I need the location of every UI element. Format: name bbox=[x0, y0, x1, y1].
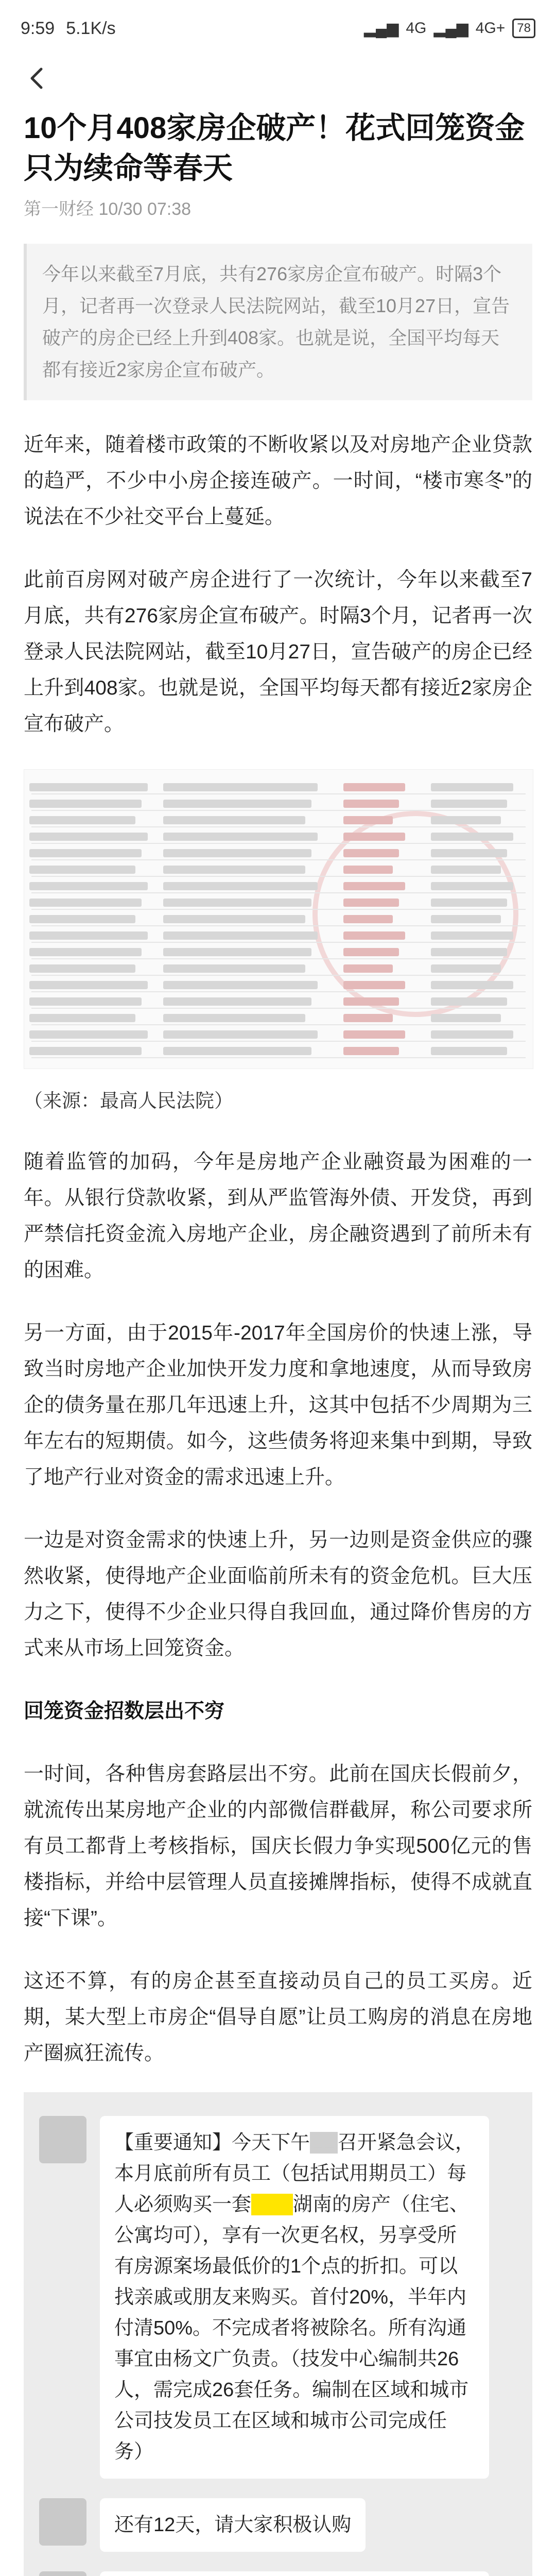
listing-cell bbox=[343, 800, 399, 808]
listing-row-divider bbox=[31, 991, 526, 992]
article-summary: 今年以来截至7月底，共有276家房企宣布破产。时隔3个月，记者再一次登录人民法院网站，截至10月27日，宣告破产的房企已经上升到408家。也就是说，全国平均每天都有接近2家房企宣布破产。 bbox=[24, 244, 532, 400]
listing-cell bbox=[431, 833, 513, 841]
section-heading: 回笼资金招数层出不穷 bbox=[24, 1700, 225, 1722]
signal-label-1: 4G bbox=[406, 20, 427, 37]
listing-cell bbox=[29, 816, 135, 824]
chat-message bbox=[24, 2116, 532, 2479]
listing-cell bbox=[29, 866, 135, 874]
listing-row-divider bbox=[31, 876, 526, 877]
signal-icon: ▂▄▆ bbox=[363, 20, 399, 37]
listing-row-divider bbox=[31, 1008, 526, 1009]
listing-row-divider bbox=[31, 843, 526, 844]
listing-cell bbox=[29, 915, 135, 923]
listing-cell bbox=[29, 1030, 148, 1039]
listing-row-divider bbox=[31, 1057, 526, 1058]
chat-text: 【重要通知】今天下午 bbox=[114, 2132, 310, 2154]
listing-cell bbox=[343, 899, 399, 907]
listing-row-divider bbox=[31, 859, 526, 860]
status-bar bbox=[0, 0, 556, 57]
listing-cell bbox=[343, 1047, 399, 1055]
chat-text: 召开紧急会议，本月底前所有员工（包括试用期员工）每人必须购买一套 bbox=[114, 2132, 475, 2215]
listing-cell bbox=[29, 800, 142, 808]
listing-cell bbox=[431, 800, 507, 808]
listing-cell bbox=[163, 915, 305, 923]
paragraph: 这还不算，有的房企甚至直接动员自己的员工买房。近期，某大型上市房企“倡导自愿”让员工购房的消息在房地产圈疯狂流传。 bbox=[24, 1970, 532, 2064]
listing-cell bbox=[343, 1030, 405, 1039]
listing-cell bbox=[343, 783, 405, 791]
listing-cell bbox=[29, 964, 135, 973]
chat-message bbox=[24, 2571, 532, 2576]
image-caption: （来源：最高人民法院） bbox=[24, 1090, 233, 1111]
highlight-redaction: ■■■ bbox=[251, 2194, 293, 2215]
avatar bbox=[39, 2498, 86, 2546]
article-date: 10/30 07:38 bbox=[98, 199, 192, 219]
chat-text: 湖南的房产（住宅、公寓均可），享有一次更名权，另享受所有房源案场最低价的1个点的折扣。可以找亲戚或朋友来购买。首付20%，半年内付清50%。不完成者将被除名。所有沟通事宜由杨文广负责。（技发中心编制共26人，需完成26套任务。编制在区域和城市公司技发员工在区域和城市公司完成任务） bbox=[114, 2194, 469, 2463]
listing-cell bbox=[431, 997, 507, 1006]
listing-cell bbox=[431, 866, 501, 874]
listing-cell bbox=[343, 997, 399, 1006]
listing-cell bbox=[343, 981, 405, 989]
chat-bubble bbox=[100, 2571, 489, 2576]
listing-cell bbox=[431, 1030, 513, 1039]
listing-cell bbox=[163, 899, 311, 907]
listing-cell bbox=[431, 931, 513, 940]
listing-row-divider bbox=[31, 826, 526, 827]
listing-cell bbox=[343, 849, 399, 857]
article-source[interactable]: 第一财经 bbox=[24, 199, 94, 219]
listing-cell bbox=[163, 833, 318, 841]
listing-cell bbox=[29, 882, 148, 890]
listing-cell bbox=[431, 882, 513, 890]
listing-cell bbox=[29, 981, 148, 989]
listing-row-divider bbox=[31, 892, 526, 893]
listing-cell bbox=[431, 1047, 507, 1055]
listing-cell bbox=[343, 915, 393, 923]
listing-cell bbox=[29, 997, 142, 1006]
listing-cell bbox=[163, 964, 305, 973]
listing-cell bbox=[29, 931, 148, 940]
listing-cell bbox=[163, 816, 305, 824]
clock: 9:59 bbox=[21, 18, 55, 38]
listing-row-divider bbox=[31, 1041, 526, 1042]
listing-cell bbox=[29, 1014, 135, 1022]
listing-cell bbox=[343, 1014, 393, 1022]
signal-label-2: 4G+ bbox=[475, 20, 506, 37]
listing-cell bbox=[163, 866, 305, 874]
listing-row-divider bbox=[31, 942, 526, 943]
listing-cell bbox=[343, 931, 405, 940]
chat-message bbox=[24, 2498, 532, 2552]
chat-bubble: 还有12天，请大家积极认购 bbox=[100, 2498, 366, 2552]
listing-cell bbox=[343, 816, 393, 824]
listing-row-divider bbox=[31, 1024, 526, 1025]
listing-cell bbox=[431, 1014, 501, 1022]
listing-cell bbox=[431, 783, 513, 791]
chat-screenshot bbox=[24, 2092, 532, 2576]
listing-cell bbox=[29, 783, 148, 791]
listing-cell bbox=[431, 948, 507, 956]
article-meta bbox=[24, 195, 532, 220]
avatar bbox=[39, 2116, 86, 2163]
listing-row-divider bbox=[31, 909, 526, 910]
listing-row-divider bbox=[31, 793, 526, 794]
listing-cell bbox=[431, 849, 507, 857]
listing-cell bbox=[163, 783, 318, 791]
battery-icon: 78 bbox=[512, 19, 535, 38]
listing-row-divider bbox=[31, 975, 526, 976]
listing-cell bbox=[29, 948, 142, 956]
listing-cell bbox=[163, 849, 311, 857]
listing-cell bbox=[163, 800, 311, 808]
listing-cell bbox=[163, 997, 311, 1006]
chat-bubble bbox=[100, 2116, 489, 2479]
listing-cell bbox=[29, 899, 142, 907]
listing-cell bbox=[29, 849, 142, 857]
redacted-block: ■■ bbox=[310, 2132, 338, 2154]
listing-cell bbox=[163, 1014, 305, 1022]
listing-row-divider bbox=[31, 810, 526, 811]
paragraph: 此前百房网对破产房企进行了一次统计，今年以来截至7月底，共有276家房企宣布破产。时隔3个月，记者再一次登录人民法院网站，截至10月27日，宣告破产的房企已经上升到408家。也就是说，全国平均每天都有接近2家房企宣布破产。 bbox=[24, 569, 532, 735]
article-title: 10个月408家房企破产！花式回笼资金只为续命等春天 bbox=[24, 111, 525, 185]
article bbox=[24, 108, 532, 2576]
listing-cell bbox=[343, 833, 405, 841]
avatar bbox=[39, 2571, 86, 2576]
network-speed: 5.1K/s bbox=[66, 18, 116, 38]
listing-cell bbox=[431, 981, 513, 989]
listing-cell bbox=[343, 866, 393, 874]
listing-row-divider bbox=[31, 958, 526, 959]
paragraph: 一边是对资金需求的快速上升，另一边则是资金供应的骤然收紧，使得地产企业面临前所未有的资金危机。巨大压力之下，使得不少企业只得自我回血，通过降价售房的方式来从市场上回笼资金。 bbox=[24, 1529, 532, 1659]
nav-bar bbox=[0, 57, 556, 103]
listing-cell bbox=[29, 1047, 142, 1055]
listing-cell bbox=[163, 1047, 311, 1055]
listing-cell bbox=[343, 882, 405, 890]
listing-cell bbox=[29, 833, 148, 841]
listing-cell bbox=[163, 948, 311, 956]
listing-row-divider bbox=[31, 925, 526, 926]
paragraph: 随着监管的加码，今年是房地产企业融资最为困难的一年。从银行贷款收紧，到从严监管海外债、开发贷，再到严禁信托资金流入房地产企业，房企融资遇到了前所未有的困难。 bbox=[24, 1151, 532, 1281]
paragraph: 另一方面，由于2015年-2017年全国房价的快速上涨，导致当时房地产企业加快开发力度和拿地速度，从而导致房企的债务量在那几年迅速上升，这其中包括不少周期为三年左右的短期债。如今，这些债务将迎来集中到期，导致了地产行业对资金的需求迅速上升。 bbox=[24, 1322, 532, 1488]
listing-cell bbox=[343, 948, 399, 956]
paragraph: 近年来，随着楼市政策的不断收紧以及对房地产企业贷款的趋严，不少中小房企接连破产。一时间，“楼市寒冬”的说法在不少社交平台上蔓延。 bbox=[24, 434, 532, 528]
listing-cell bbox=[431, 899, 507, 907]
listing-cell bbox=[343, 964, 393, 973]
listing-cell bbox=[163, 981, 318, 989]
listing-cell bbox=[163, 882, 318, 890]
listing-cell bbox=[431, 964, 501, 973]
paragraph: 一时间，各种售房套路层出不穷。此前在国庆长假前夕，就流传出某房地产企业的内部微信群截屏，称公司要求所有员工都背上考核指标，国庆长假力争实现500亿元的售楼指标，并给中层管理人员直接摊牌指标，使得不成就直接“下课”。 bbox=[24, 1763, 532, 1929]
listing-cell bbox=[431, 816, 501, 824]
signal-icon-2: ▂▄▆ bbox=[433, 20, 468, 37]
listing-cell bbox=[431, 915, 501, 923]
listing-cell bbox=[163, 931, 318, 940]
listing-cell bbox=[163, 1030, 318, 1039]
court-listing-image[interactable] bbox=[24, 769, 533, 1069]
back-arrow-icon[interactable] bbox=[25, 66, 49, 91]
